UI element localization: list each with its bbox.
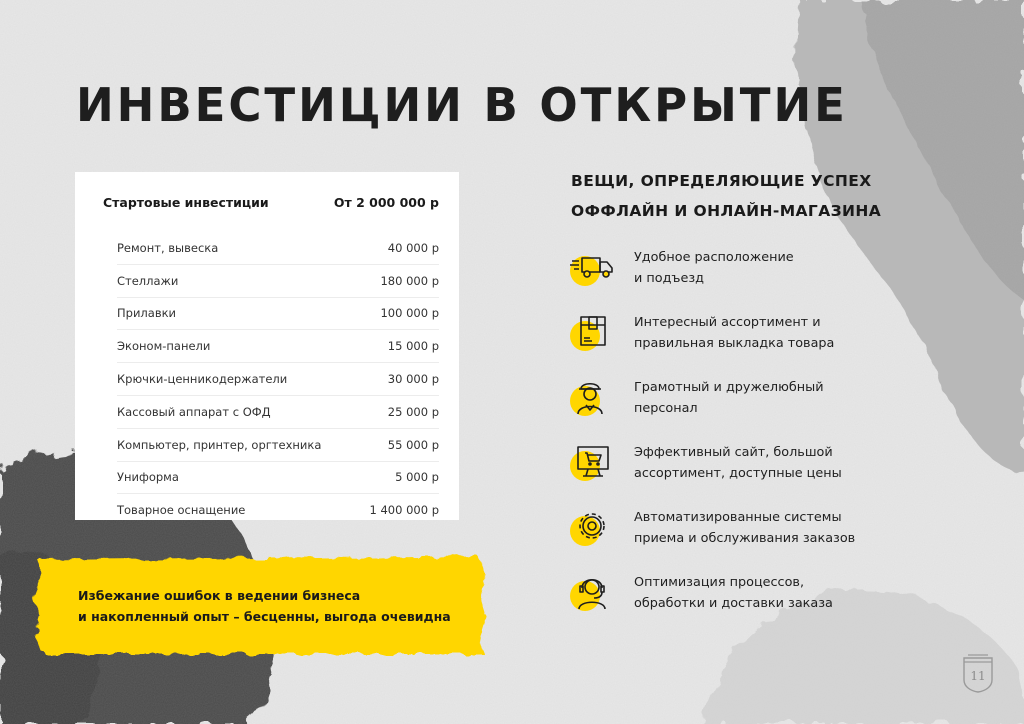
feature-line-1: Удобное расположение — [634, 250, 794, 265]
table-row — [117, 462, 439, 495]
yellow-banner — [30, 554, 490, 658]
row-label: Прилавки — [117, 306, 177, 321]
row-label: Стеллажи — [117, 273, 179, 288]
row-label: Ремонт, вывеска — [117, 240, 219, 255]
row-label: Товарное оснащение — [117, 503, 246, 518]
feature-item — [568, 504, 855, 552]
feature-line-1: Грамотный и дружелюбный — [634, 380, 824, 395]
feature-line-2: и подъезд — [634, 271, 704, 286]
page-number: 11 — [970, 669, 986, 683]
features-title-line-2: ОФФЛАЙН И ОНЛАЙН-МАГАЗИНА — [571, 202, 882, 220]
feature-text — [634, 572, 833, 614]
table-row — [117, 396, 439, 429]
row-label: Эконом-панели — [117, 339, 211, 354]
banner-line-2: и накопленный опыт – бесценны, выгода очевидна — [78, 609, 451, 624]
page-number-badge — [960, 654, 996, 694]
feature-line-1: Эффективный сайт, большой — [634, 445, 833, 460]
feature-item — [568, 374, 824, 422]
row-value: 1 400 000 р — [369, 503, 439, 518]
feature-line-2: приема и обслуживания заказов — [634, 531, 856, 546]
delivery-truck-icon — [568, 244, 616, 292]
staff-worker-icon — [568, 374, 616, 422]
row-value: 15 000 р — [387, 339, 439, 354]
table-row — [117, 298, 439, 331]
box-icon — [568, 309, 616, 357]
table-row — [117, 429, 439, 462]
online-shop-icon — [568, 439, 616, 487]
table-row — [117, 330, 439, 363]
support-operator-icon — [568, 569, 616, 617]
feature-line-1: Оптимизация процессов, — [634, 575, 805, 590]
feature-item — [568, 309, 834, 357]
features-title — [571, 166, 881, 226]
feature-line-1: Автоматизированные системы — [634, 510, 842, 525]
page-title: ИНВЕСТИЦИИ В ОТКРЫТИЕ — [76, 78, 848, 132]
feature-text — [634, 507, 855, 549]
feature-text — [634, 312, 834, 354]
feature-item — [568, 439, 842, 487]
feature-item — [568, 569, 833, 617]
row-label: Компьютер, принтер, оргтехника — [117, 437, 322, 452]
table-row — [117, 494, 439, 526]
row-value: 100 000 р — [380, 306, 439, 321]
row-value: 30 000 р — [387, 372, 439, 387]
row-value: 55 000 р — [387, 437, 439, 452]
investments-header — [103, 172, 439, 232]
feature-line-2: персонал — [634, 401, 698, 416]
investments-table — [75, 172, 459, 520]
gear-icon — [568, 504, 616, 552]
features-title-line-1: ВЕЩИ, ОПРЕДЕЛЯЮЩИЕ УСПЕХ — [571, 172, 872, 190]
feature-text — [634, 247, 794, 289]
row-value: 40 000 р — [387, 240, 439, 255]
banner-line-1: Избежание ошибок в ведении бизнеса — [78, 588, 361, 603]
feature-line-2: ассортимент, доступные цены — [634, 466, 842, 481]
row-label: Униформа — [117, 470, 179, 485]
feature-item — [568, 244, 794, 292]
banner-text — [78, 585, 451, 627]
row-label: Кассовый аппарат с ОФД — [117, 404, 271, 419]
feature-line-2: правильная выкладка товара — [634, 336, 835, 351]
table-row — [117, 265, 439, 298]
investments-header-label: Стартовые инвестиции — [103, 194, 269, 210]
feature-line-1: Интересный ассортимент и — [634, 315, 821, 330]
feature-line-2: обработки и доставки заказа — [634, 596, 833, 611]
row-label: Крючки-ценникодержатели — [117, 372, 288, 387]
table-row — [117, 363, 439, 396]
feature-text — [634, 377, 824, 419]
row-value: 5 000 р — [395, 470, 439, 485]
feature-text — [634, 442, 842, 484]
row-value: 180 000 р — [380, 273, 439, 288]
investments-header-value: От 2 000 000 р — [333, 194, 439, 210]
row-value: 25 000 р — [387, 404, 439, 419]
table-row — [117, 232, 439, 265]
